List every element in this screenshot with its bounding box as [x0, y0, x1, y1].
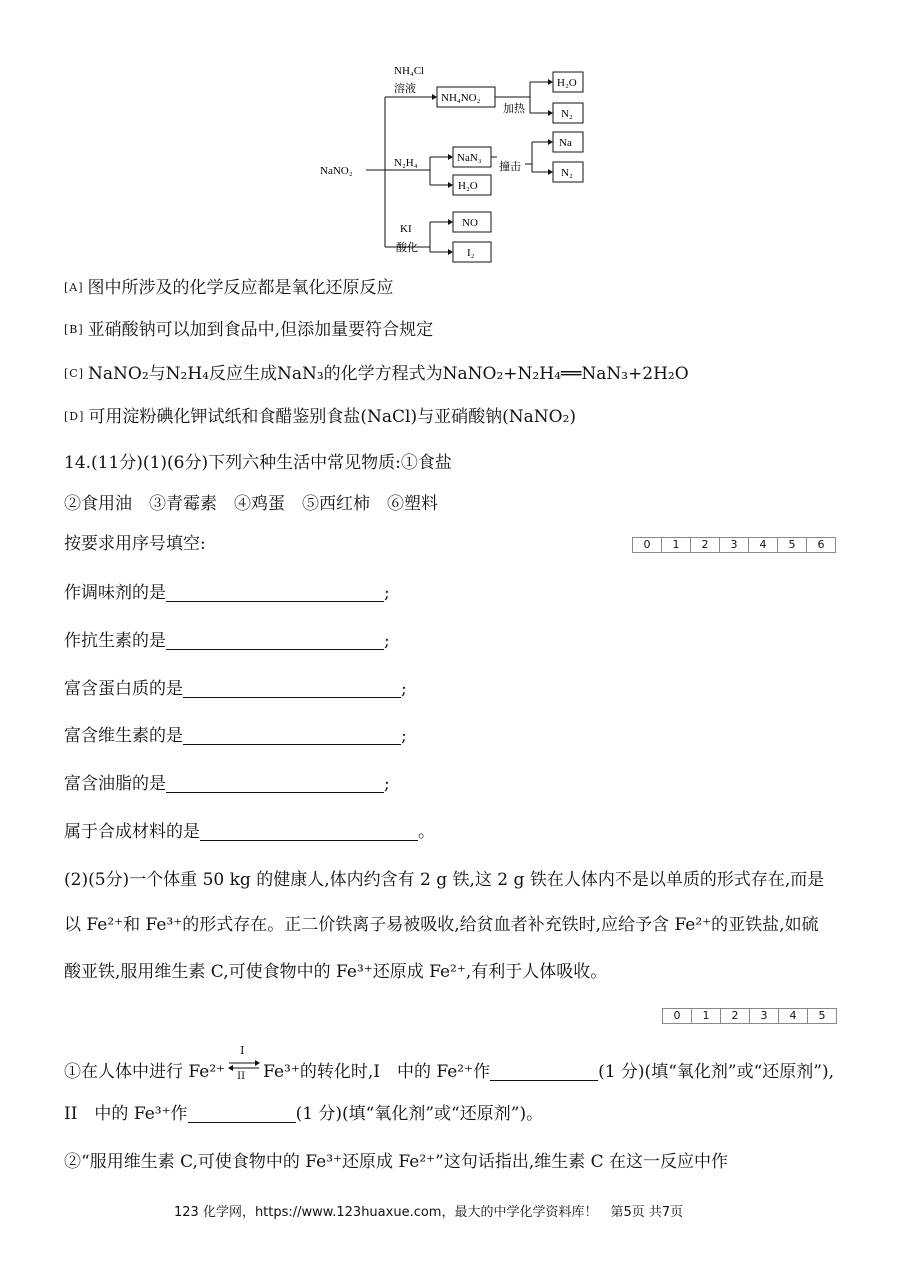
sub1-line: ①在人体中进行 Fe²⁺ I II Fe³⁺的转化时,I 中的 Fe²⁺作 (1 分)(填“氧化剂”或“还原剂”), — [64, 1044, 834, 1082]
option-a: [A] 图中所涉及的化学反应都是氧化还原反应 — [64, 278, 394, 298]
branch3-reagent-bottom: 酸化 — [396, 242, 418, 254]
reactant-label: NaNO₂ — [320, 165, 353, 177]
answer-blank[interactable] — [166, 581, 384, 602]
answer-blank[interactable] — [200, 820, 418, 841]
answer-blank[interactable] — [183, 677, 401, 698]
option-b: [B] 亚硝酸钠可以加到食品中,但添加量要符合规定 — [64, 320, 434, 340]
fill-row: 属于合成材料的是 。 — [64, 822, 435, 842]
fill-row: 富含蛋白质的是 ; — [64, 679, 407, 699]
answer-blank[interactable] — [166, 629, 384, 650]
q14-items: ②食用油 ③青霉素 ④鸡蛋 ⑤西红柿 ⑥塑料 — [64, 494, 438, 514]
sub2-line: ②“服用维生素 C,可使食物中的 Fe³⁺还原成 Fe²⁺”这句话指出,维生素 C 在这一反应中作 — [64, 1152, 729, 1172]
fill-row: 富含油脂的是 ; — [64, 774, 390, 794]
branch3-out2: I₂ — [467, 247, 475, 259]
answer-blank[interactable] — [183, 724, 401, 745]
branch1-out2: N₂ — [561, 108, 573, 120]
q14-stem: 14.(11分)(1)(6分)下列六种生活中常见物质:①食盐 — [64, 453, 452, 473]
fill-row: 作抗生素的是 ; — [64, 631, 390, 651]
option-c: [C] NaNO₂与N₂H₄反应生成NaN₃的化学方程式为NaNO₂+N₂H₄══NaN₃+2H₂O — [64, 364, 689, 384]
branch1-reagent-bottom: 溶液 — [394, 83, 416, 95]
option-d: [D] 可用淀粉碘化钾试纸和食醋鉴别食盐(NaCl)与亚硝酸钠(NaNO₂) — [64, 407, 577, 427]
branch2-reagent: N₂H₄ — [394, 157, 418, 169]
reaction-diagram — [310, 60, 610, 270]
score-scale-1: 0 1 2 3 4 5 6 — [632, 537, 836, 553]
branch1-reagent-top: NH₄Cl — [394, 65, 425, 77]
branch2-condition: 撞击 — [499, 161, 521, 173]
q14-instruction: 按要求用序号填空: — [64, 534, 206, 554]
branch1-product: NH₄NO₂ — [441, 92, 481, 104]
part2-line3: 酸亚铁,服用维生素 C,可使食物中的 Fe³⁺还原成 Fe²⁺,有利于人体吸收。 — [64, 962, 608, 982]
part2-line2: 以 Fe²⁺和 Fe³⁺的形式存在。正二价铁离子易被吸收,给贫血者补充铁时,应给予含 Fe²⁺的亚铁盐,如硫 — [64, 915, 819, 935]
page-footer: 123 化学网，https://www.123huaxue.com，最大的中学化学资料库！ 第5页 共7页 — [174, 1205, 684, 1220]
branch2-out1: Na — [559, 137, 572, 149]
branch1-condition: 加热 — [503, 103, 525, 115]
answer-blank[interactable] — [490, 1060, 598, 1081]
fill-row: 作调味剂的是 ; — [64, 583, 390, 603]
branch2-product1: NaN₃ — [457, 152, 482, 164]
branch2-product2: H₂O — [458, 180, 478, 192]
part2-line1: (2)(5分)一个体重 50 kg 的健康人,体内约含有 2 g 铁,这 2 g 铁在人体内不是以单质的形式存在,而是 — [64, 870, 825, 890]
fill-row: 富含维生素的是 ; — [64, 726, 407, 746]
sub1-line2: II 中的 Fe³⁺作 (1 分)(填“氧化剂”或“还原剂”)。 — [64, 1104, 544, 1124]
branch1-out1: H₂O — [557, 77, 577, 89]
answer-blank[interactable] — [188, 1102, 296, 1123]
branch2-out2: N₂ — [561, 167, 573, 179]
conversion-arrow: I II — [227, 1055, 261, 1079]
branch3-out1: NO — [462, 217, 478, 229]
answer-blank[interactable] — [166, 772, 384, 793]
score-scale-2: 0 1 2 3 4 5 — [662, 1008, 837, 1024]
branch3-reagent-top: KI — [400, 223, 412, 235]
